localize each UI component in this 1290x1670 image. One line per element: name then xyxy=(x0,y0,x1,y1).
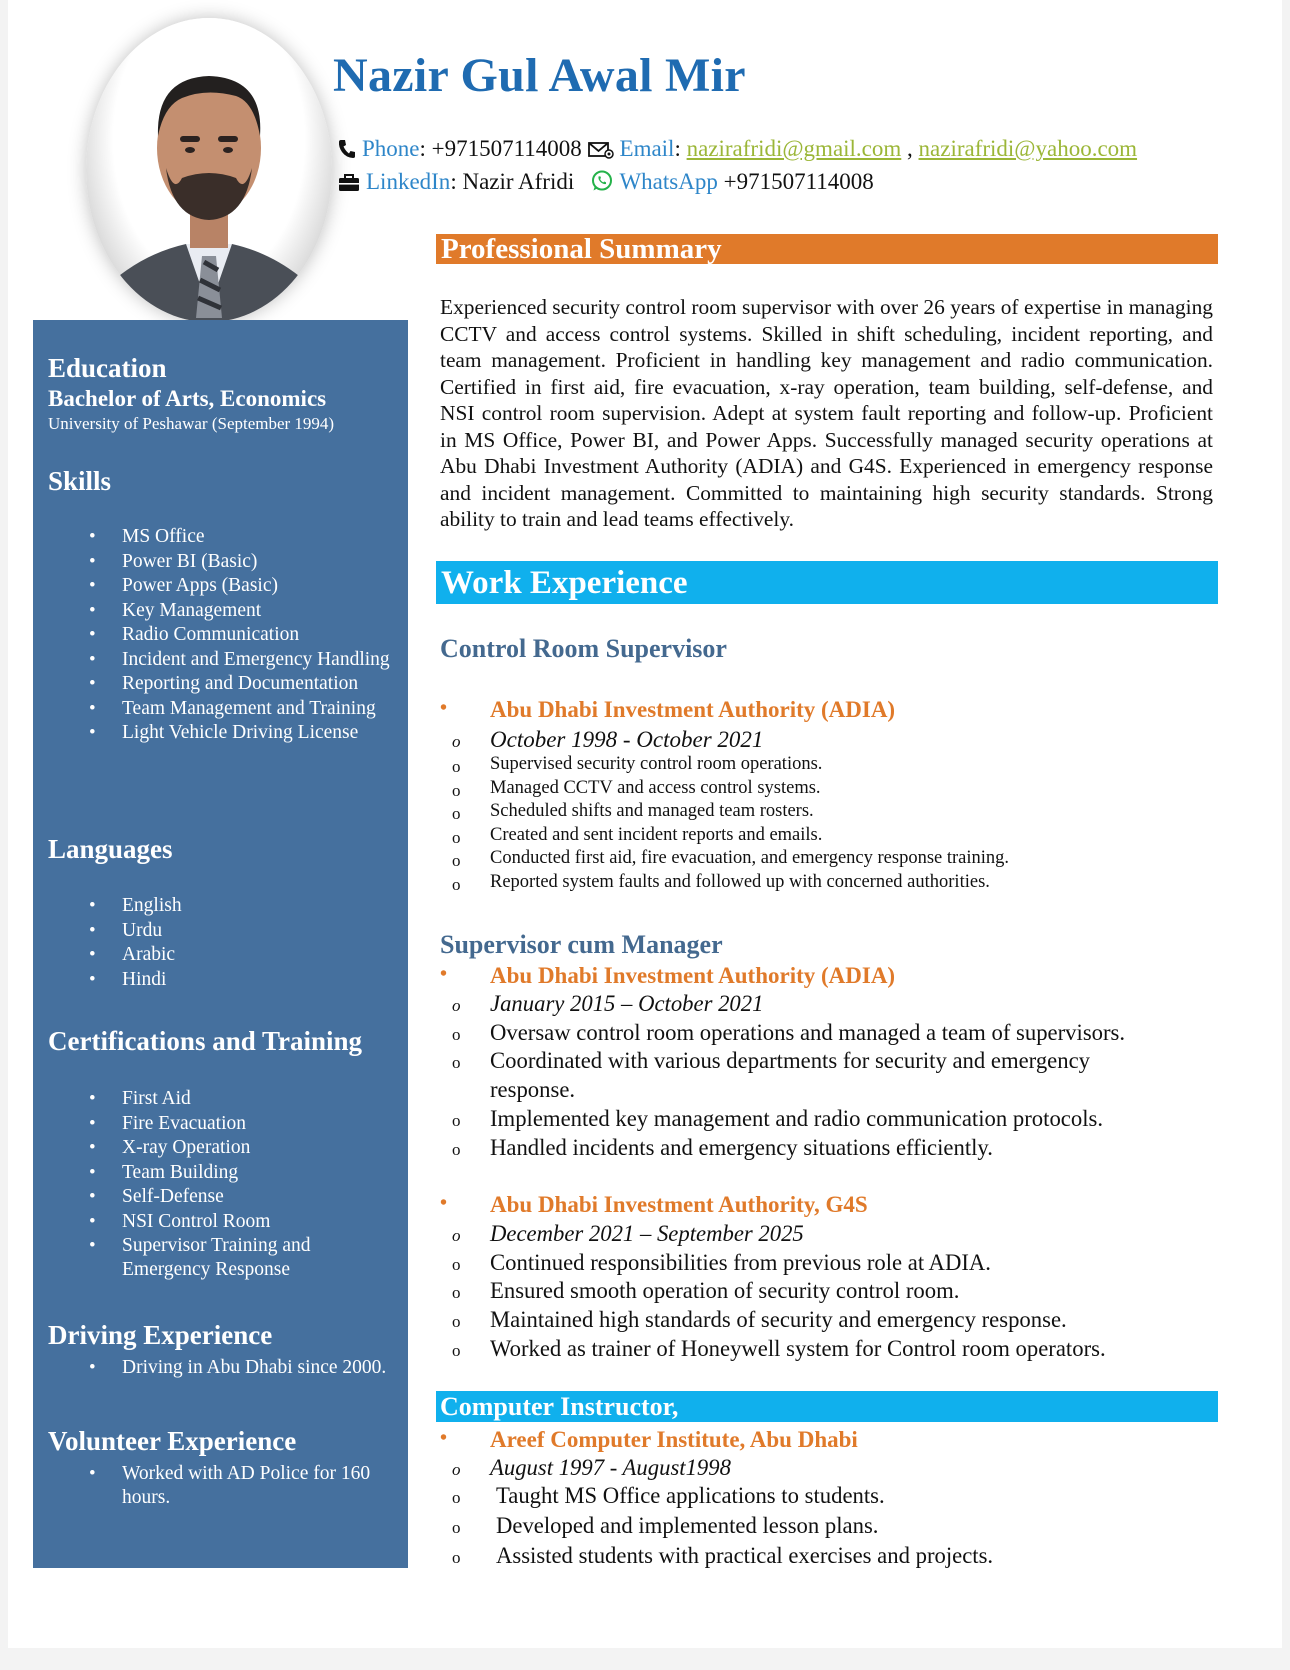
list-item: • Worked with AD Police for 160 hours. xyxy=(33,1462,408,1510)
profile-photo xyxy=(86,18,332,322)
phone-number[interactable]: +971507114008 xyxy=(431,136,582,161)
list-item: • NSI Control Room xyxy=(33,1210,408,1234)
email-link-yahoo[interactable]: nazirafridi@yahoo.com xyxy=(918,136,1138,161)
list-item: o Reported system faults and followed up with concerned authorities. xyxy=(440,871,1230,895)
linkedin-name[interactable]: Nazir Afridi xyxy=(462,169,575,194)
education-heading: Education xyxy=(48,353,167,383)
volunteer-heading: Volunteer Experience xyxy=(48,1426,297,1456)
list-item: o Created and sent incident reports and emails. xyxy=(440,824,1230,848)
certifications-heading: Certifications and Training xyxy=(48,1026,363,1056)
employer-name: Abu Dhabi Investment Authority (ADIA) xyxy=(490,963,896,988)
list-item: • Supervisor Training and Emergency Response xyxy=(33,1234,408,1282)
list-item: • Self-Defense xyxy=(33,1185,408,1209)
list-item: o Oversaw control room operations and managed a team of supervisors. xyxy=(440,1019,1230,1048)
linkedin-label: LinkedIn xyxy=(366,169,451,194)
list-item: • Power BI (Basic) xyxy=(33,550,408,574)
list-item: • Light Vehicle Driving License xyxy=(33,721,408,745)
email-link-gmail[interactable]: nazirafridi@gmail.com xyxy=(686,136,902,161)
list-item: o Managed CCTV and access control systems. xyxy=(440,777,1230,801)
phone-icon xyxy=(338,139,356,165)
phone-label: Phone xyxy=(362,136,420,161)
list-item: • Power Apps (Basic) xyxy=(33,574,408,598)
job2-details xyxy=(440,990,1230,1162)
list-item: • X-ray Operation xyxy=(33,1136,408,1160)
list-item: • First Aid xyxy=(33,1087,408,1111)
employer-name: Areef Computer Institute, Abu Dhabi xyxy=(490,1427,858,1452)
portrait-illustration xyxy=(86,18,332,322)
list-item: • Radio Communication xyxy=(33,623,408,647)
list-item: • Incident and Emergency Handling xyxy=(33,648,408,672)
list-item: • Driving in Abu Dhabi since 2000. xyxy=(33,1356,408,1380)
job-dates: o January 2015 – October 2021 xyxy=(440,990,1230,1019)
list-item: o Taught MS Office applications to students. xyxy=(440,1481,1230,1511)
job-title-control-room-supervisor: Control Room Supervisor xyxy=(440,634,727,663)
list-item: • Team Management and Training xyxy=(33,697,408,721)
job1-details xyxy=(440,726,1230,894)
summary-heading: Professional Summary xyxy=(436,234,1218,264)
list-item: • English xyxy=(33,894,408,918)
education-institution: University of Peshawar (September 1994) xyxy=(48,414,335,433)
skills-list xyxy=(33,525,408,746)
briefcase-icon xyxy=(338,172,360,198)
sidebar xyxy=(33,320,408,1568)
list-item: • Hindi xyxy=(33,968,408,992)
job-dates: o December 2021 – September 2025 xyxy=(440,1220,1230,1249)
education-degree: Bachelor of Arts, Economics xyxy=(48,386,327,411)
list-item: o Ensured smooth operation of security control room. xyxy=(440,1277,1230,1306)
work-experience-heading: Work Experience xyxy=(436,561,1218,604)
email-separator: , xyxy=(907,136,913,161)
whatsapp-icon xyxy=(591,170,613,198)
whatsapp-number[interactable]: +971507114008 xyxy=(723,169,874,194)
whatsapp-label: WhatsApp xyxy=(619,169,718,194)
candidate-name: Nazir Gul Awal Mir xyxy=(333,49,746,102)
list-item: • Fire Evacuation xyxy=(33,1112,408,1136)
job4-details xyxy=(440,1454,1230,1571)
list-item: • Arabic xyxy=(33,943,408,967)
languages-list xyxy=(33,894,408,992)
volunteer-list xyxy=(33,1462,408,1511)
list-item: • Reporting and Documentation xyxy=(33,672,408,696)
contact-line-2: LinkedIn: Nazir Afridi WhatsApp +971507114008 xyxy=(338,169,874,198)
list-item: o Coordinated with various departments for security and emergency response. xyxy=(440,1047,1140,1104)
email-icon xyxy=(588,139,614,165)
list-item: o Continued responsibilities from previous role at ADIA. xyxy=(440,1249,1230,1278)
list-item: o Maintained high standards of security and emergency response. xyxy=(440,1306,1230,1335)
list-item: • Urdu xyxy=(33,919,408,943)
list-item: o Conducted first aid, fire evacuation, and emergency response training. xyxy=(440,847,1230,871)
languages-heading: Languages xyxy=(48,834,173,864)
email-label: Email xyxy=(619,136,675,161)
job-dates: o August 1997 - August1998 xyxy=(440,1454,1230,1481)
list-item: • Key Management xyxy=(33,599,408,623)
job3-details xyxy=(440,1220,1230,1364)
driving-list xyxy=(33,1356,408,1381)
list-item: • MS Office xyxy=(33,525,408,549)
resume-page xyxy=(8,0,1282,1648)
list-item: o Assisted students with practical exercises and projects. xyxy=(440,1541,1230,1571)
list-item: o Implemented key management and radio communication protocols. xyxy=(440,1105,1230,1134)
job-title-supervisor-cum-manager: Supervisor cum Manager xyxy=(440,930,723,959)
list-item: o Handled incidents and emergency situations efficiently. xyxy=(440,1134,1230,1163)
job-dates: o October 1998 - October 2021 xyxy=(440,726,1230,753)
job-title-computer-instructor: Computer Instructor, xyxy=(436,1391,1218,1422)
employer-name: Abu Dhabi Investment Authority, G4S xyxy=(490,1192,868,1217)
summary-text: Experienced security control room supervisor with over 26 years of expertise in managing CCTV and access control systems. Skilled in shift scheduling, incident reporting, and team management. Proficient in handling key management and radio communication. Certified in first aid, fire evacuation, x-ray operation, team building, self-defense, and NSI control room supervision. Adept at system fault reporting and follow-up. Proficient in MS Office, Power BI, and Power Apps. Successfully managed security operations at Abu Dhabi Investment Authority (ADIA) and G4S. Experienced in emergency response and incident management. Committed to maintaining high security standards. Strong ability to train and lead teams effectively. xyxy=(440,295,1213,531)
employer-name: Abu Dhabi Investment Authority (ADIA) xyxy=(490,697,896,722)
driving-heading: Driving Experience xyxy=(48,1320,273,1350)
contact-line-1: Phone: +971507114008 Email: nazirafridi@gmail.com , nazirafridi@yahoo.com xyxy=(338,136,1137,165)
list-item: • Team Building xyxy=(33,1161,408,1185)
list-item: o Developed and implemented lesson plans. xyxy=(440,1511,1230,1541)
skills-heading: Skills xyxy=(48,466,112,496)
certifications-list xyxy=(33,1087,408,1283)
list-item: o Worked as trainer of Honeywell system for Control room operators. xyxy=(440,1335,1230,1364)
list-item: o Supervised security control room operations. xyxy=(440,753,1230,777)
list-item: o Scheduled shifts and managed team rosters. xyxy=(440,800,1230,824)
